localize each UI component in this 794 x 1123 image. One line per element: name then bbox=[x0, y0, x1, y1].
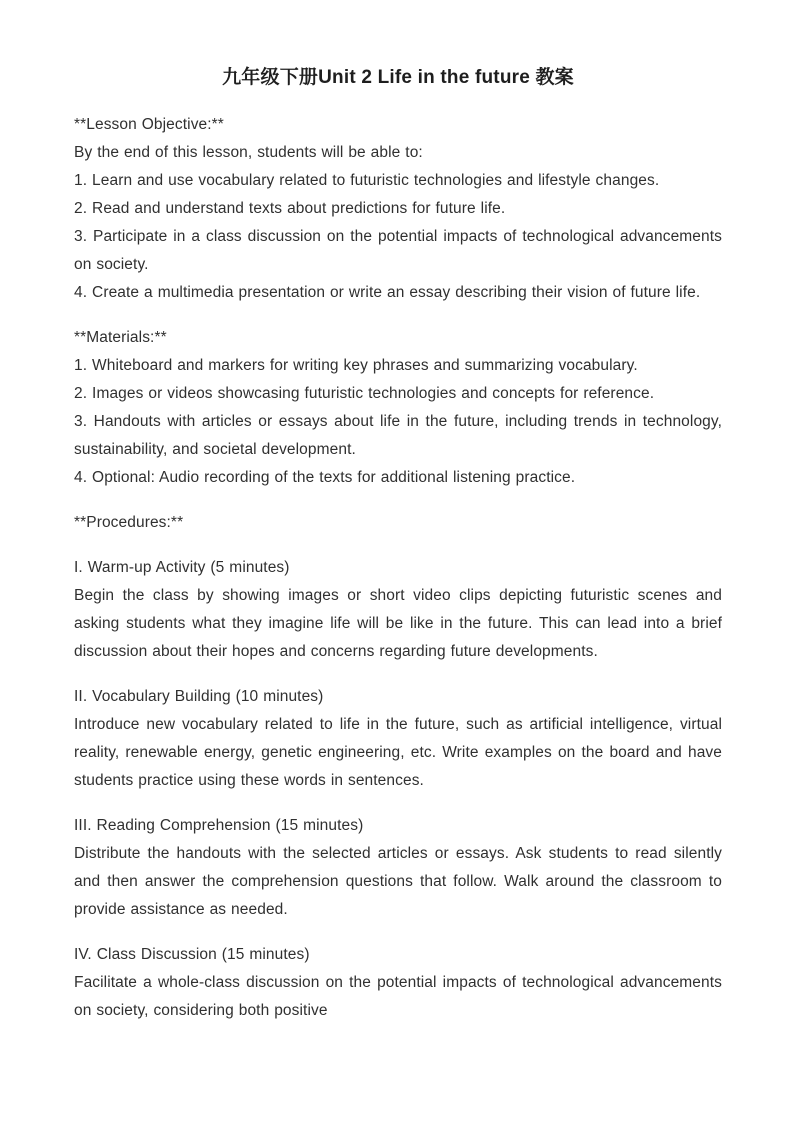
section-vocabulary-building bbox=[74, 683, 722, 795]
paragraph: 2. Images or videos showcasing futuristic technologies and concepts for reference. bbox=[74, 385, 655, 402]
paragraph: By the end of this lesson, students will be able to: bbox=[74, 144, 423, 161]
section-heading: **Procedures:** bbox=[74, 514, 184, 531]
section-lesson-objective bbox=[74, 111, 722, 307]
section-heading: II. Vocabulary Building (10 minutes) bbox=[74, 688, 324, 705]
section-heading: **Materials:** bbox=[74, 329, 167, 346]
paragraph: 1. Learn and use vocabulary related to futuristic technologies and lifestyle changes. bbox=[74, 172, 660, 189]
section-materials bbox=[74, 324, 722, 492]
paragraph: Begin the class by showing images or short video clips depicting futuristic scenes and asking students what they imagine life will be like in the future. This can lead into a brief discussion about their hopes and concerns regarding future developments. bbox=[74, 587, 722, 660]
paragraph: 1. Whiteboard and markers for writing key phrases and summarizing vocabulary. bbox=[74, 357, 638, 374]
paragraph: 2. Read and understand texts about predictions for future life. bbox=[74, 200, 506, 217]
section-procedures bbox=[74, 509, 722, 537]
section-heading: IV. Class Discussion (15 minutes) bbox=[74, 946, 310, 963]
section-warm-up-activity bbox=[74, 554, 722, 666]
paragraph: 3. Participate in a class discussion on the potential impacts of technological advancements on society. bbox=[74, 228, 722, 273]
section-heading: I. Warm-up Activity (5 minutes) bbox=[74, 559, 290, 576]
paragraph: Facilitate a whole-class discussion on the potential impacts of technological advancements on society, considering both positive bbox=[74, 974, 722, 1019]
paragraph: 4. Optional: Audio recording of the texts for additional listening practice. bbox=[74, 469, 576, 486]
section-class-discussion bbox=[74, 941, 722, 1025]
section-heading: **Lesson Objective:** bbox=[74, 116, 224, 133]
section-heading: III. Reading Comprehension (15 minutes) bbox=[74, 817, 364, 834]
paragraph: 3. Handouts with articles or essays about life in the future, including trends in technology, sustainability, and societal development. bbox=[74, 413, 722, 458]
paragraph: Introduce new vocabulary related to life in the future, such as artificial intelligence, virtual reality, renewable energy, genetic engineering, etc. Write examples on the board and have students practice using these words in sentences. bbox=[74, 716, 722, 789]
section-reading-comprehension bbox=[74, 812, 722, 924]
document-title: 九年级下册Unit 2 Life in the future 教案 bbox=[222, 67, 574, 88]
paragraph: Distribute the handouts with the selected articles or essays. Ask students to read silently and then answer the comprehension questions that follow. Walk around the classroom to provide assistance as needed. bbox=[74, 845, 722, 918]
paragraph: 4. Create a multimedia presentation or write an essay describing their vision of future life. bbox=[74, 284, 701, 301]
